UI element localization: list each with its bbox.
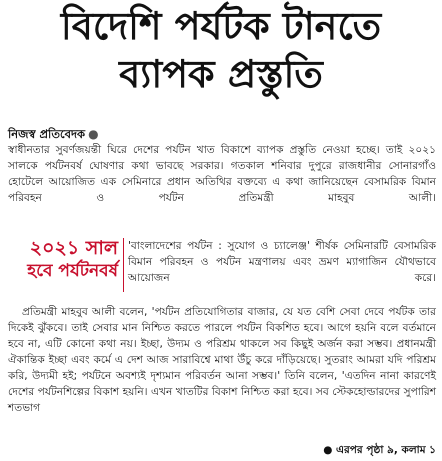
pull-quote-line-2: হবে পর্যটনবর্ষ <box>27 261 118 281</box>
paragraph-quote: প্রতিমন্ত্রী মাহবুব আলী বলেন, 'পর্যটন প্রতিযোগিতার বাজার, যে যত বেশি সেবা দেবে পর্যটক তার দিকেই ঝুঁকবে। তাই সেবার মান নিশ্চিত করতে পারলে পর্যটন বিকশিত হবে। আগে হয়নি বলে বর্তমানে হবে না, এটি কোনো কথা নয়। ইচ্ছা, উদ্যম ও পরিশ্রম থাকলে সব কিছুই অর্জন করা সম্ভব। প্রধানমন্ত্রী ঐকান্তিক ইচ্ছা এবং কর্মে এ দেশ আজ সারাবিশ্বে মাথা উঁচু করে দাঁড়িয়েছে। সুতরাং আমরা যদি পরিশ্রম করি, উদ্যমী হই; পর্যটনে অবশ্যই দৃশ্যমান পরিবর্তন আনা সম্ভব।' তিনি বলেন, 'এতদিন নানা কারণেই দেশের পর্যটনশিল্পের বিকাশ হয়নি। এখন খাতটির বিকাশ নিশ্চিত করা হবে। সব স্টেকহোল্ডারদের সুপারিশ শতভাগ <box>8 306 436 414</box>
byline-text: নিজস্ব প্রতিবেদক <box>8 127 86 141</box>
headline <box>0 2 442 98</box>
pull-quote <box>12 236 118 286</box>
paragraph-lead: স্বাধীনতার সুবর্ণজয়ন্তী ঘিরে দেশের পর্যটন খাত বিকাশে ব্যাপক প্রস্তুতি নেওয়া হচ্ছে। তাই ২০২১ সালকে পর্যটনবর্ষ ঘোষণার কথা ভাবছে সরকার। গতকাল শনিবার দুপুরে রাজধানীর সোনারগাঁও হোটেলে আয়োজিত এক সেমিনারে প্রধান অতিথির বক্তব্যে এ কথা জানিয়েছেন বেসামরিক বিমান পরিবহন ও পর্যটন প্রতিমন্ত্রী মাহবুব আলী। <box>8 144 436 204</box>
pull-quote-line-1: ২০২১ সাল <box>29 237 118 259</box>
paragraph-seminar: 'বাংলাদেশের পর্যটন : সুযোগ ও চ্যালেঞ্জ' শীর্ষক সেমিনারটি বেসামরিক বিমান পরিবহন ও পর্যটন মন্ত্রণালয় এবং ভ্রমণ ম্যাগাজিন যৌথভাবে আয়োজন করে। <box>128 240 436 284</box>
bullet-icon: ● <box>88 127 99 141</box>
continued-on-page-link[interactable]: ● এরপর পৃষ্ঠা ৯, কলাম ১ <box>323 444 436 456</box>
headline-line-2: ব্যাপক প্রস্তুতি <box>119 52 323 96</box>
headline-line-1: বিদেশি পর্যটক টানতে <box>60 4 382 48</box>
pull-quote-divider <box>123 238 124 292</box>
